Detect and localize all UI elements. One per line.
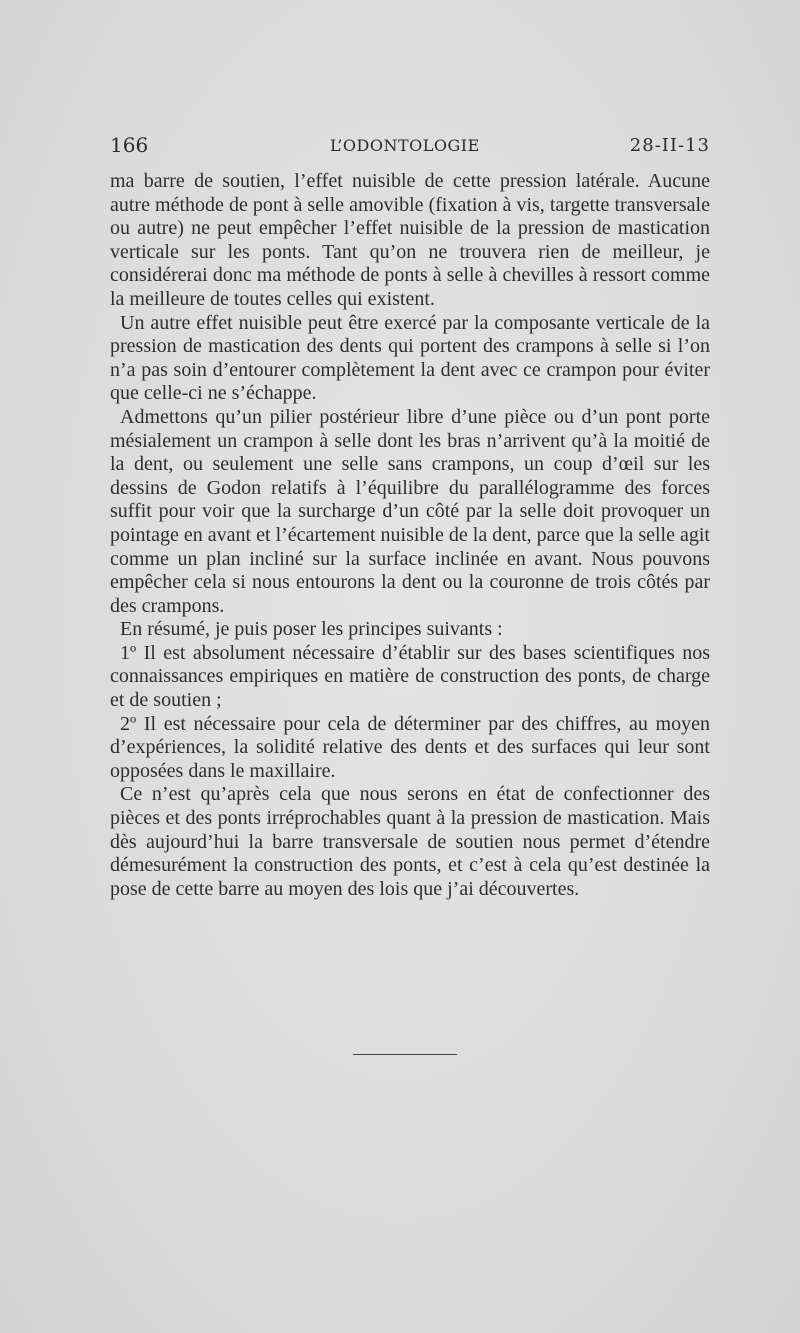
paragraph: 2º Il est nécessaire pour cela de déterminer par des chiffres, au moyen d’expériences, la solidité relative des dents et des surfaces qui leur sont opposées dans le maxillaire. — [110, 712, 710, 782]
paragraph: Un autre effet nuisible peut être exercé par la composante verticale de la pression de mastication des dents qui portent des crampons à selle si l’on n’a pas soin d’entourer complètement la dent avec ce crampon pour éviter que celle-ci ne s’échappe. — [110, 311, 710, 405]
paragraph: Ce n’est qu’après cela que nous serons en état de confectionner des pièces et des ponts irréprochables quant à la pression de mastication. Mais dès aujourd’hui la barre transversale de soutien nous permet d’étendre démesurément la construction des ponts, et c’est à cela qu’est destinée la pose de cette barre au moyen des lois que j’ai découvertes. — [110, 783, 710, 900]
paragraph: ma barre de soutien, l’effet nuisible de cette pression latérale. Aucune autre méthode de pont à selle amovible (fixation à vis, targette transversale ou autre) ne peut empêcher l’effet nuisible de la pression de mastication verticale sur les ponts. Tant qu’on ne trouvera rien de meilleur, je considérerai donc ma méthode de ponts à selle à chevilles à ressort comme la meilleure de toutes celles qui existent. — [110, 170, 710, 310]
issue-date: 28-II-13 — [629, 135, 710, 156]
body-text — [110, 170, 710, 901]
page-number: 166 — [110, 133, 149, 157]
running-header — [110, 133, 710, 161]
end-rule — [353, 1054, 457, 1055]
paragraph: 1º Il est absolument nécessaire d’établir sur des bases scientifiques nos connaissances empiriques en matière de construction des ponts, de charge et de soutien ; — [110, 641, 710, 712]
paragraph: Admettons qu’un pilier postérieur libre d’une pièce ou d’un pont porte mésialement un crampon à selle dont les bras n’arrivent qu’à la moitié de la dent, ou seulement une selle sans crampons, un coup d’œil sur les dessins de Godon relatifs à l’équilibre du parallélogramme des forces suffit pour voir que la surcharge d’un côté par la selle doit provoquer un pointage en avant et l’écartement nuisible de la dent, parce que la selle agit comme un plan incliné sur la surface inclinée en avant. Nous pouvons empêcher cela si nous entourons la dent ou la couronne de trois côtés par des crampons. — [110, 405, 710, 617]
paragraph: En résumé, je puis poser les principes suivants : — [120, 618, 503, 641]
journal-title: L’ODONTOLOGIE — [330, 136, 480, 155]
